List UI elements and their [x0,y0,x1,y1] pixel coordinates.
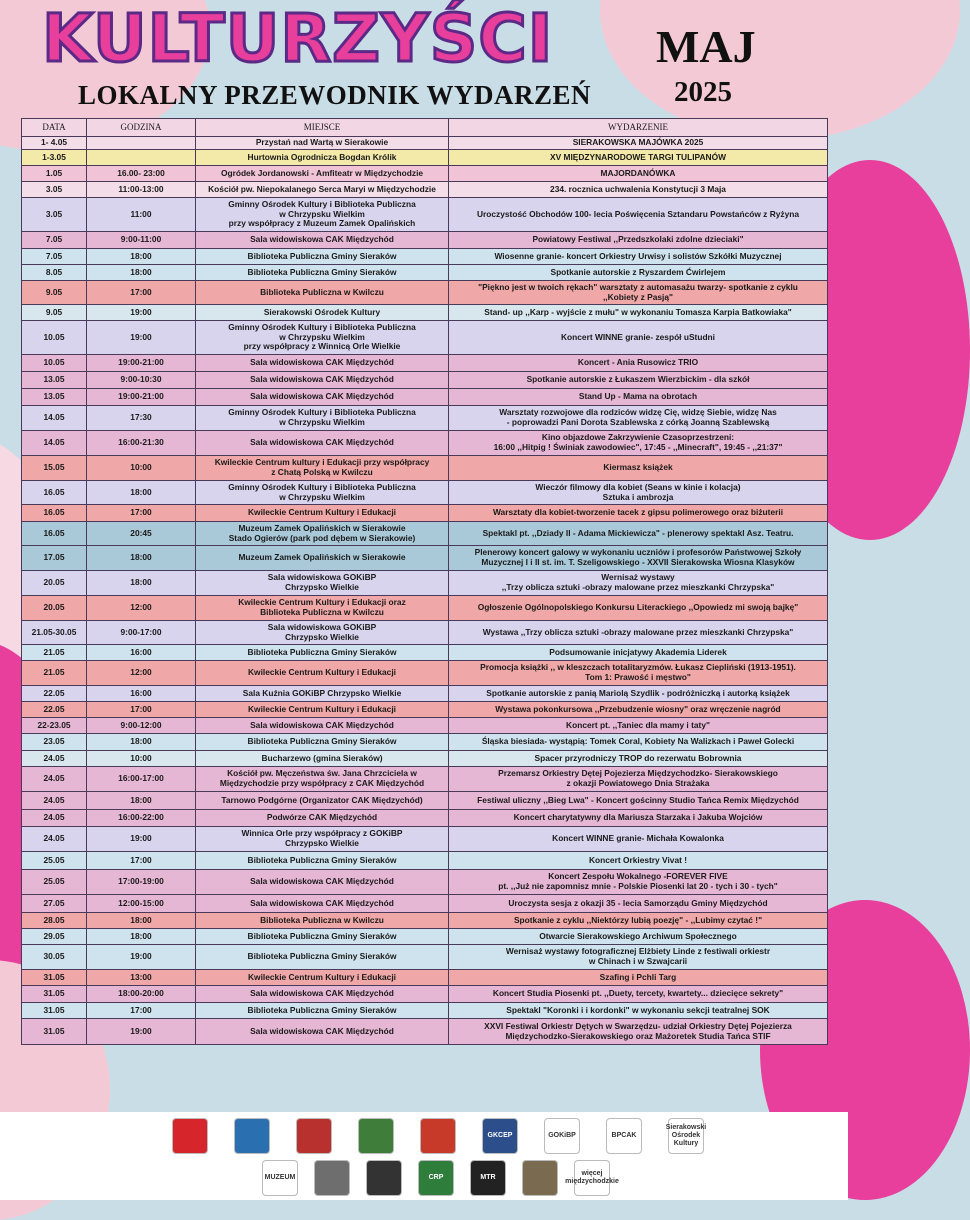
table-row [22,481,828,505]
column-header-time: GODZINA [87,119,196,137]
cell-date: 23.05 [22,734,87,751]
cell-time: 19:00 [87,827,196,852]
cell-event: Kiermasz książek [449,456,828,481]
cell-time: 18:00 [87,481,196,505]
cell-event: Koncert Zespołu Wokalnego -FOREVER FIVE pt. ,,Już nie zapomnisz mnie - Polskie Piosenki lat 20 - tych i 30 - tych" [449,870,828,895]
table-row [22,355,828,372]
cell-time: 9:00-12:00 [87,718,196,734]
table-row [22,137,828,150]
cell-event: Wieczór filmowy dla kobiet (Seans w kinie i kolacja) Sztuka i ambrozja [449,481,828,505]
table-row [22,810,828,827]
cell-event: Szafing i Pchli Targ [449,970,828,986]
cell-event: SIERAKOWSKA MAJÓWKA 2025 [449,137,828,150]
cell-date: 22.05 [22,686,87,702]
sponsor-footer [0,1112,848,1200]
cell-place: Tarnowo Podgórne (Organizator CAK Międzychód) [196,792,449,810]
table-row [22,827,828,852]
cell-event: Spotkanie autorskie z panią Mariolą Szydlik - podróżniczką i autorką książek [449,686,828,702]
cell-place: Hurtownia Ogrodnicza Bogdan Królik [196,150,449,166]
table-row [22,895,828,913]
cell-event: Koncert charytatywny dla Mariusza Starzaka i Jakuba Wojciów [449,810,828,827]
cell-time: 16:00 [87,645,196,661]
cell-place: Sala widowiskowa CAK Międzychód [196,1019,449,1045]
cell-place: Biblioteka Publiczna Gminy Sieraków [196,734,449,751]
cell-place: Sala widowiskowa CAK Międzychód [196,355,449,372]
cell-event: Spektakl "Koronki i i kordonki" w wykonaniu sekcji teatralnej SOK [449,1003,828,1019]
cell-place: Ogródek Jordanowski - Amfiteatr w Międzychodzie [196,166,449,182]
events-table [21,118,828,1045]
sponsor-logo [262,1160,298,1196]
cell-time: 18:00 [87,929,196,945]
cell-time: 10:00 [87,456,196,481]
cell-time: 19:00 [87,1019,196,1045]
logo-text: CRP [428,1174,444,1181]
cell-event: Spacer przyrodniczy TROP do rezerwatu Bobrownia [449,751,828,767]
cell-date: 20.05 [22,596,87,621]
cell-place: Kościół pw. Niepokalanego Serca Maryi w Międzychodzie [196,182,449,198]
cell-event: Wystawa ,,Trzy oblicza sztuki -obrazy malowane przez mieszkanki Chrzypska" [449,621,828,645]
table-row [22,232,828,249]
cell-date: 10.05 [22,321,87,355]
sponsor-logo [482,1118,518,1154]
cell-event: Festiwal uliczny ,,Bieg Lwa" - Koncert gościnny Studio Tańca Remix Międzychód [449,792,828,810]
cell-place: Sala widowiskowa CAK Międzychód [196,431,449,456]
cell-place: Kwileckie Centrum kultury i Edukacji przy współpracy z Chatą Polską w Kwilczu [196,456,449,481]
table-row [22,596,828,621]
cell-place: Biblioteka Publiczna Gminy Sieraków [196,249,449,265]
cell-event: Śląska biesiada- wystąpią: Tomek Coral, Kobiety Na Walizkach i Paweł Golecki [449,734,828,751]
cell-time: 11:00-13:00 [87,182,196,198]
cell-place: Sala widowiskowa GOKiBP Chrzypsko Wielkie [196,621,449,645]
cell-place: Kwileckie Centrum Kultury i Edukacji [196,702,449,718]
cell-place: Sala Kuźnia GOKiBP Chrzypsko Wielkie [196,686,449,702]
cell-time: 9:00-17:00 [87,621,196,645]
cell-time: 13:00 [87,970,196,986]
table-header-row [22,119,828,137]
table-row [22,431,828,456]
cell-place: Sierakowski Ośrodek Kultury [196,305,449,321]
cell-date: 1-3.05 [22,150,87,166]
cell-event: Spotkanie autorskie z Ryszardem Ćwirlejem [449,265,828,281]
cell-place: Sala widowiskowa CAK Międzychód [196,986,449,1003]
table-row [22,767,828,792]
cell-date: 31.05 [22,986,87,1003]
column-header-event: WYDARZENIE [449,119,828,137]
cell-date: 31.05 [22,1003,87,1019]
table-row [22,321,828,355]
cell-event: Wernisaż wystawy fotograficznej Elżbiety Linde z festiwali orkiestr w Chinach i w Szwajcarii [449,945,828,970]
sponsor-logo [522,1160,558,1196]
logo-text: GKCEP [487,1132,513,1139]
table-row [22,686,828,702]
cell-date: 20.05 [22,571,87,596]
logo-text: MUZEUM [264,1174,296,1181]
cell-place: Sala widowiskowa CAK Międzychód [196,389,449,406]
cell-time: 19:00 [87,321,196,355]
cell-event: XV MIĘDZYNARODOWE TARGI TULIPANÓW [449,150,828,166]
cell-time: 19:00-21:00 [87,389,196,406]
logo-text: GOKiBP [548,1132,576,1139]
cell-time: 9:00-10:30 [87,372,196,389]
table-row [22,702,828,718]
cell-time: 19:00 [87,945,196,970]
cell-place: Sala widowiskowa CAK Międzychód [196,372,449,389]
cell-place: Gminny Ośrodek Kultury i Biblioteka Publiczna w Chrzypsku Wielkim [196,481,449,505]
table-row [22,389,828,406]
cell-date: 24.05 [22,767,87,792]
cell-time: 12:00-15:00 [87,895,196,913]
table-row [22,522,828,546]
cell-event: Wystawa pokonkursowa ,,Przebudzenie wiosny" oraz wręczenie nagród [449,702,828,718]
cell-time: 16:00 [87,686,196,702]
table-row [22,751,828,767]
table-row [22,1019,828,1045]
logo-text: Sierakowski Ośrodek Kultury [665,1124,707,1147]
cell-time: 17:30 [87,406,196,431]
cell-event: Koncert WINNE granie- zespół uStudni [449,321,828,355]
cell-date: 24.05 [22,827,87,852]
cell-date: 1- 4.05 [22,137,87,150]
table-row [22,150,828,166]
table-row [22,929,828,945]
sponsor-logo [234,1118,270,1154]
cell-event: Uroczystość Obchodów 100- lecia Poświęcenia Sztandaru Powstańców z Ryżyna [449,198,828,232]
cell-time: 10:00 [87,751,196,767]
cell-place: Gminny Ośrodek Kultury i Biblioteka Publiczna w Chrzypsku Wielkim przy współpracy z Winnicą Orle Wielkie [196,321,449,355]
cell-date: 27.05 [22,895,87,913]
table-row [22,792,828,810]
cell-place: Kwileckie Centrum Kultury i Edukacji [196,970,449,986]
cell-time: 18:00 [87,734,196,751]
cell-place: Muzeum Zamek Opalińskich w Sierakowie [196,546,449,571]
cell-place: Winnica Orle przy współpracy z GOKiBP Chrzypsko Wielkie [196,827,449,852]
logo-text: więcej międzychodzkie [565,1170,619,1185]
cell-date: 16.05 [22,481,87,505]
sponsor-logo [418,1160,454,1196]
cell-date: 13.05 [22,389,87,406]
cell-time [87,137,196,150]
brand-title: KULTURZYŚCI [42,0,554,77]
sponsor-logo [358,1118,394,1154]
cell-date: 9.05 [22,305,87,321]
cell-date: 31.05 [22,1019,87,1045]
cell-event: Koncert - Ania Rusowicz TRIO [449,355,828,372]
cell-time: 18:00 [87,792,196,810]
logo-text: MTR [480,1174,496,1181]
sponsor-logo [470,1160,506,1196]
cell-event: Plenerowy koncert galowy w wykonaniu uczniów i profesorów Państwowej Szkoły Muzycznej I i II st. im. T. Szeligowskiego - XXVII Sierakowska Wiosna Klasyków [449,546,828,571]
cell-date: 9.05 [22,281,87,305]
table-row [22,645,828,661]
cell-date: 13.05 [22,372,87,389]
cell-place: Biblioteka Publiczna w Kwilczu [196,281,449,305]
cell-date: 21.05 [22,661,87,686]
cell-place: Muzeum Zamek Opalińskich w Sierakowie Stado Ogierów (park pod dębem w Sierakowie) [196,522,449,546]
cell-time: 16:00-21:30 [87,431,196,456]
table-row [22,945,828,970]
table-row [22,571,828,596]
table-row [22,546,828,571]
cell-place: Biblioteka Publiczna Gminy Sieraków [196,265,449,281]
cell-place: Gminny Ośrodek Kultury i Biblioteka Publiczna w Chrzypsku Wielkim przy współpracy z Muzeum Zamek Opalińskich [196,198,449,232]
year-label: 2025 [674,76,732,108]
sponsor-logo [665,1118,707,1154]
cell-time: 12:00 [87,661,196,686]
cell-time: 17:00-19:00 [87,870,196,895]
cell-event: Ogłoszenie Ogólnopolskiego Konkursu Literackiego ,,Opowiedz mi swoją bajkę" [449,596,828,621]
cell-place: Podwórze CAK Międzychód [196,810,449,827]
table-row [22,166,828,182]
cell-time: 17:00 [87,1003,196,1019]
table-row [22,913,828,929]
sponsor-logo [314,1160,350,1196]
cell-date: 17.05 [22,546,87,571]
cell-date: 7.05 [22,249,87,265]
cell-event: Spektakl pt. ,,Dziady II - Adama Mickiewicza" - plenerowy spektakl Asz. Teatru. [449,522,828,546]
cell-place: Kwileckie Centrum Kultury i Edukacji [196,661,449,686]
cell-date: 28.05 [22,913,87,929]
table-row [22,406,828,431]
cell-event: XXVI Festiwal Orkiestr Dętych w Swarzędzu- udział Orkiestry Dętej Pojezierza Międzychodzko-Sierakowskiego oraz Mażoretek Studia Tańca STIF [449,1019,828,1045]
table-row [22,249,828,265]
cell-time: 17:00 [87,852,196,870]
cell-time: 17:00 [87,505,196,522]
cell-event: Spotkanie z cyklu ,,Niektórzy lubią poezję" - ,,Lubimy czytać !" [449,913,828,929]
cell-time [87,150,196,166]
sponsor-logo [565,1160,619,1196]
table-row [22,852,828,870]
sponsor-logo [366,1160,402,1196]
cell-time: 20:45 [87,522,196,546]
cell-place: Sala widowiskowa GOKiBP Chrzypsko Wielkie [196,571,449,596]
sponsor-logo [544,1118,580,1154]
cell-place: Przystań nad Wartą w Sierakowie [196,137,449,150]
month-label: MAJ [656,21,756,72]
cell-time: 18:00 [87,913,196,929]
cell-time: 18:00 [87,546,196,571]
cell-time: 16:00-17:00 [87,767,196,792]
sponsor-logo [420,1118,456,1154]
cell-event: Kino objazdowe Zakrzywienie Czasoprzestrzeni: 16:00 ,,Hitpig ! Świniak zawodowiec", 17:45 - ,,Minecraft", 19:45 - ,,21:37" [449,431,828,456]
cell-date: 3.05 [22,182,87,198]
cell-date: 8.05 [22,265,87,281]
cell-event: "Piękno jest w twoich rękach" warsztaty z automasażu twarzy- spotkanie z cyklu ,,Kobiety z Pasją" [449,281,828,305]
cell-date: 7.05 [22,232,87,249]
cell-date: 10.05 [22,355,87,372]
cell-event: Otwarcie Sierakowskiego Archiwum Społecznego [449,929,828,945]
cell-time: 16.00- 23:00 [87,166,196,182]
cell-date: 16.05 [22,505,87,522]
cell-date: 22.05 [22,702,87,718]
cell-event: Warsztaty rozwojowe dla rodziców widzę Cię, widzę Siebie, widzę Nas - poprowadzi Pani Dorota Szablewska z córką Joanną Szablewską [449,406,828,431]
table-row [22,305,828,321]
cell-place: Biblioteka Publiczna Gminy Sieraków [196,852,449,870]
cell-place: Sala widowiskowa CAK Międzychód [196,718,449,734]
cell-date: 31.05 [22,970,87,986]
cell-event: Promocja książki ,, w kleszczach totalitaryzmów. Łukasz Ciepliński (1913-1951). Tom 1: Prawość i męstwo" [449,661,828,686]
table-row [22,621,828,645]
table-row [22,870,828,895]
cell-event: Koncert pt. ,,Taniec dla mamy i taty" [449,718,828,734]
cell-date: 21.05-30.05 [22,621,87,645]
sponsor-logo [606,1118,642,1154]
cell-event: Wernisaż wystawy ,,Trzy oblicza sztuki -obrazy malowane przez mieszkanki Chrzypska" [449,571,828,596]
cell-event: Przemarsz Orkiestry Dętej Pojezierza Międzychodzko- Sierakowskiego z okazji Powiatowego Dnia Strażaka [449,767,828,792]
cell-date: 22-23.05 [22,718,87,734]
cell-date: 14.05 [22,431,87,456]
cell-event: Spotkanie autorskie z Łukaszem Wierzbickim - dla szkół [449,372,828,389]
cell-date: 24.05 [22,751,87,767]
cell-date: 25.05 [22,852,87,870]
table-row [22,281,828,305]
cell-event: Warsztaty dla kobiet-tworzenie tacek z gipsu polimerowego oraz biżuterii [449,505,828,522]
column-header-place: MIEJSCE [196,119,449,137]
cell-time: 11:00 [87,198,196,232]
table-row [22,456,828,481]
cell-event: Koncert Studia Piosenki pt. ,,Duety, tercety, kwartety... dziecięce sekrety" [449,986,828,1003]
page-subtitle: LOKALNY PRZEWODNIK WYDARZEŃ [78,80,592,110]
sponsor-logo [296,1118,332,1154]
cell-time: 9:00-11:00 [87,232,196,249]
cell-place: Kościół pw. Męczeństwa św. Jana Chrzciciela w Międzychodzie przy współpracy z CAK Międzychód [196,767,449,792]
cell-place: Sala widowiskowa CAK Międzychód [196,870,449,895]
table-row [22,718,828,734]
cell-time: 19:00-21:00 [87,355,196,372]
cell-event: Koncert WINNE granie- Michała Kowalonka [449,827,828,852]
cell-place: Biblioteka Publiczna Gminy Sieraków [196,1003,449,1019]
cell-time: 17:00 [87,702,196,718]
cell-date: 1.05 [22,166,87,182]
cell-time: 18:00 [87,249,196,265]
table-row [22,970,828,986]
cell-event: Powiatowy Festiwal ,,Przedszkolaki zdolne dzieciaki" [449,232,828,249]
cell-place: Kwileckie Centrum Kultury i Edukacji [196,505,449,522]
table-row [22,372,828,389]
cell-date: 24.05 [22,810,87,827]
table-row [22,986,828,1003]
events-table-body [22,137,828,1045]
cell-event: Stand Up - Mama na obrotach [449,389,828,406]
cell-event: Wiosenne granie- koncert Orkiestry Urwisy i solistów Szkółki Muzycznej [449,249,828,265]
cell-date: 21.05 [22,645,87,661]
cell-date: 24.05 [22,792,87,810]
table-row [22,734,828,751]
table-row [22,182,828,198]
table-row [22,1003,828,1019]
cell-date: 25.05 [22,870,87,895]
cell-place: Sala widowiskowa CAK Międzychód [196,895,449,913]
cell-place: Biblioteka Publiczna Gminy Sieraków [196,645,449,661]
cell-time: 17:00 [87,281,196,305]
cell-time: 16:00-22:00 [87,810,196,827]
cell-place: Biblioteka Publiczna Gminy Sieraków [196,929,449,945]
cell-place: Gminny Ośrodek Kultury i Biblioteka Publiczna w Chrzypsku Wielkim [196,406,449,431]
cell-place: Sala widowiskowa CAK Międzychód [196,232,449,249]
table-row [22,265,828,281]
cell-date: 3.05 [22,198,87,232]
cell-date: 14.05 [22,406,87,431]
table-row [22,505,828,522]
cell-date: 29.05 [22,929,87,945]
cell-event: Koncert Orkiestry Vivat ! [449,852,828,870]
cell-place: Kwileckie Centrum Kultury i Edukacji oraz Biblioteka Publiczna w Kwilczu [196,596,449,621]
cell-date: 15.05 [22,456,87,481]
cell-event: Stand- up ,,Karp - wyjście z mułu" w wykonaniu Tomasza Karpia Batkowiaka" [449,305,828,321]
cell-event: 234. rocznica uchwalenia Konstytucji 3 Maja [449,182,828,198]
cell-time: 18:00 [87,571,196,596]
logo-text: BPCAK [611,1132,637,1139]
cell-place: Biblioteka Publiczna w Kwilczu [196,913,449,929]
column-header-date: DATA [22,119,87,137]
cell-time: 18:00-20:00 [87,986,196,1003]
cell-event: Uroczysta sesja z okazji 35 - lecia Samorządu Gminy Międzychód [449,895,828,913]
cell-date: 30.05 [22,945,87,970]
cell-place: Biblioteka Publiczna Gminy Sieraków [196,945,449,970]
cell-event: Podsumowanie inicjatywy Akademia Liderek [449,645,828,661]
cell-event: MAJORDANÓWKA [449,166,828,182]
cell-place: Bucharzewo (gmina Sieraków) [196,751,449,767]
cell-date: 16.05 [22,522,87,546]
table-row [22,198,828,232]
table-row [22,661,828,686]
page-header [0,0,848,114]
cell-time: 19:00 [87,305,196,321]
sponsor-logo [172,1118,208,1154]
cell-time: 12:00 [87,596,196,621]
cell-time: 18:00 [87,265,196,281]
